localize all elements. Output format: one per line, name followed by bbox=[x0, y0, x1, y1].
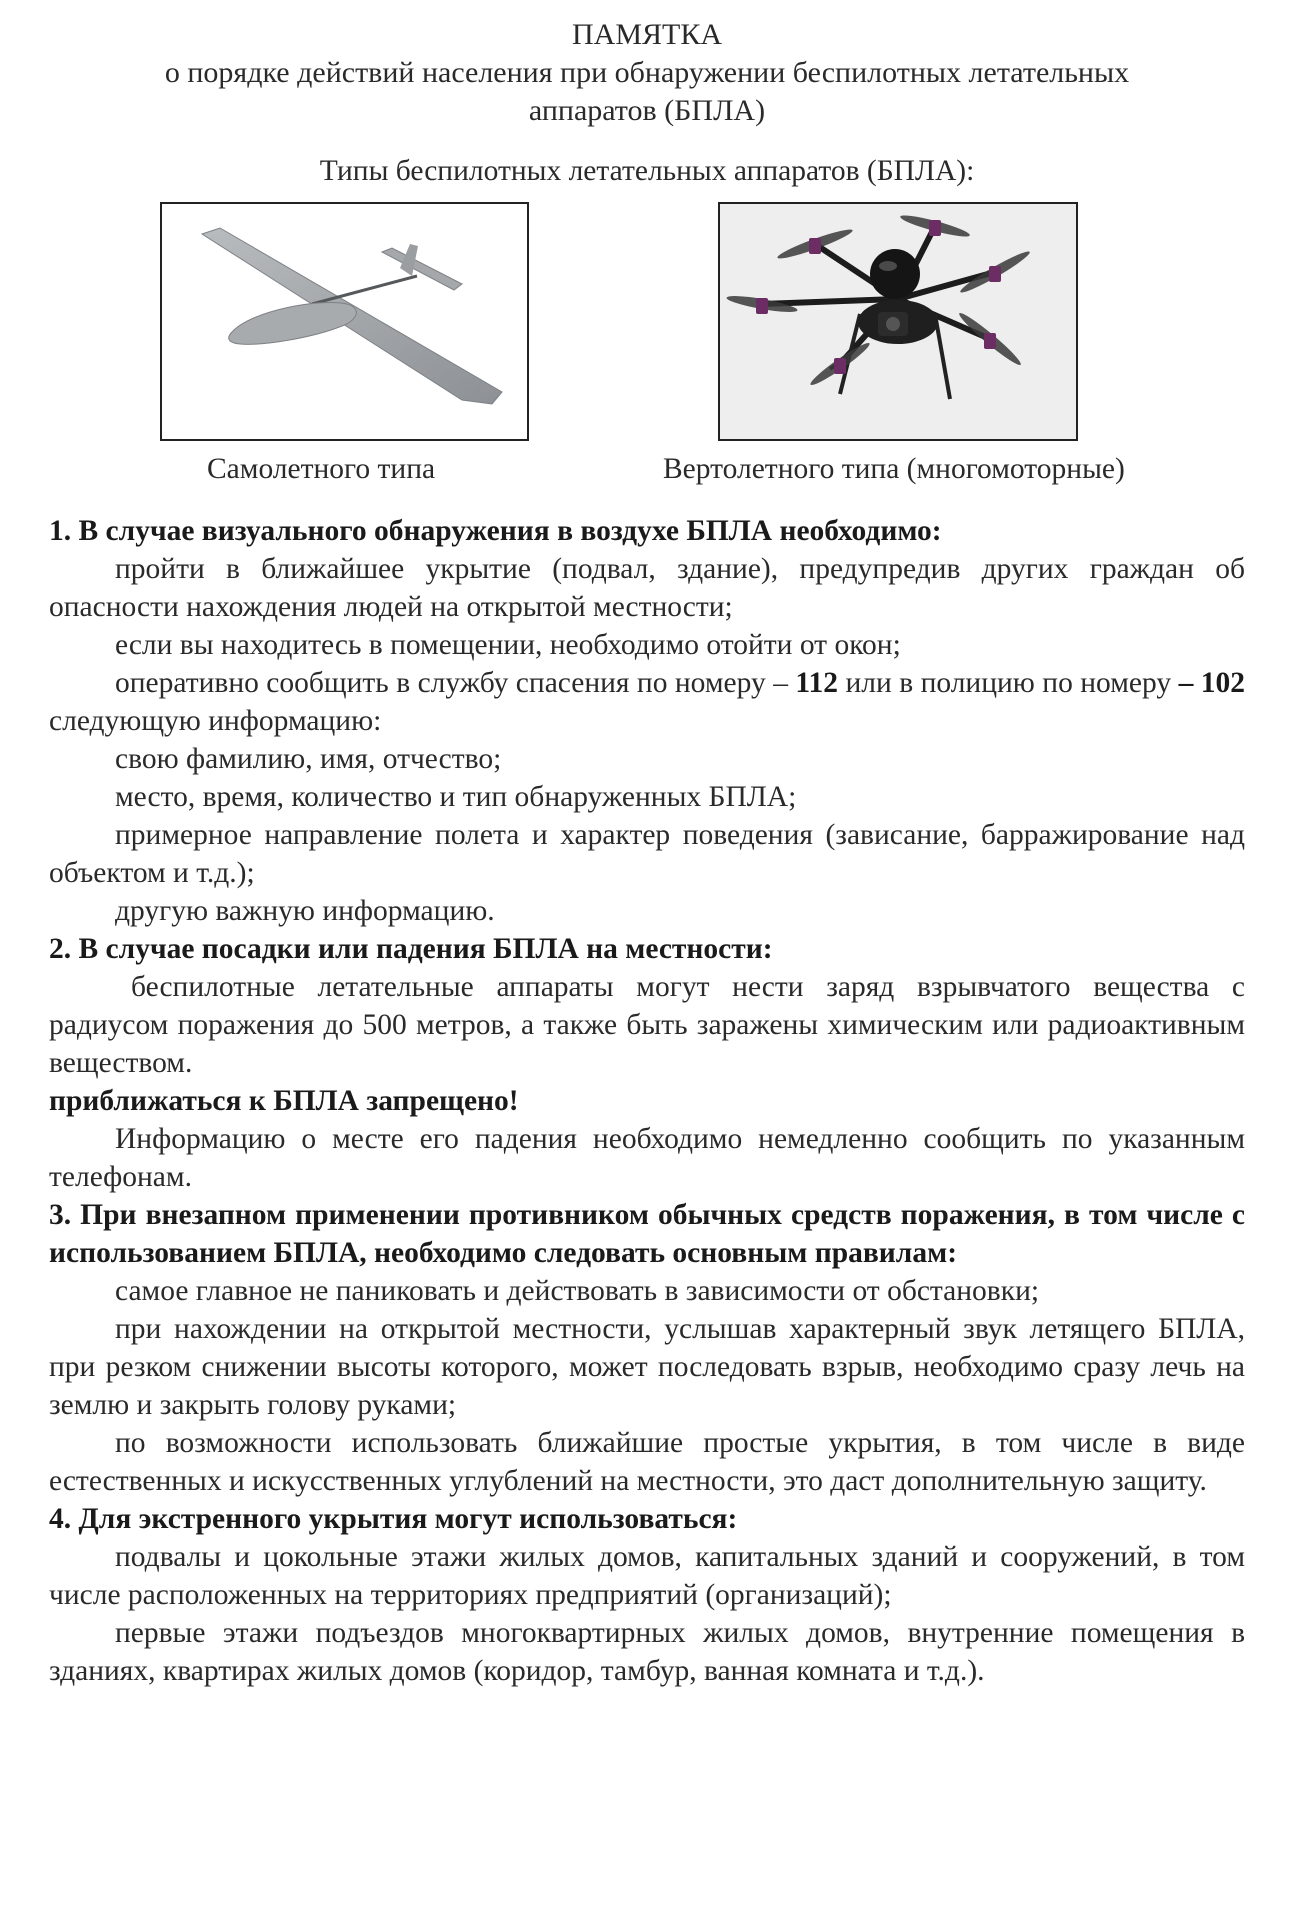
types-heading: Типы беспилотных летательных аппаратов (БПЛА): bbox=[319, 155, 975, 187]
section3-paragraph: по возможности использовать ближайшие простые укрытия, в том числе в виде естественных и искусственных углублений на местности, это даст дополнительную защиту. bbox=[49, 1427, 1245, 1497]
section1-paragraph-phone bbox=[49, 664, 1245, 740]
document-body bbox=[49, 512, 1245, 1690]
section4-paragraph: подвалы и цокольные этажи жилых домов, капитальных зданий и сооружений, в том числе расположенных на территориях предприятий (организаций); bbox=[49, 1541, 1245, 1611]
section2-paragraph: Информацию о месте его падения необходимо немедленно сообщить по указанным телефонам. bbox=[49, 1123, 1245, 1193]
section2-paragraph: беспилотные летательные аппараты могут нести заряд взрывчатого вещества с радиусом поражения до 500 метров, а также быть заражены химическим или радиоактивным веществом. bbox=[49, 971, 1245, 1079]
fixed-wing-drone-icon bbox=[162, 204, 527, 439]
image-captions bbox=[49, 450, 1245, 492]
document-subtitle-line1: о порядке действий населения при обнаружении беспилотных летательных bbox=[164, 56, 1130, 89]
section1-paragraph: пройти в ближайшее укрытие (подвал, здание), предупредив других граждан об опасности нахождения людей на открытой местности; bbox=[49, 553, 1245, 623]
section1-paragraph: место, время, количество и тип обнаруженных БПЛА; bbox=[115, 781, 797, 813]
section1-paragraph: если вы находитесь в помещении, необходимо отойти от окон; bbox=[115, 629, 901, 661]
section1-paragraph: примерное направление полета и характер поведения (зависание, барражирование над объектом и т.д.); bbox=[49, 819, 1245, 889]
section1-paragraph: другую важную информацию. bbox=[115, 895, 495, 927]
section1-paragraph: свою фамилию, имя, отчество; bbox=[115, 743, 502, 775]
rescue-phone-number: 112 bbox=[795, 667, 839, 699]
multirotor-drone-icon bbox=[720, 204, 1076, 439]
police-phone-number: – 102 bbox=[1178, 667, 1246, 699]
section3-paragraph: при нахождении на открытой местности, услышав характерный звук летящего БПЛА, при резком снижении высоты которого, может последовать взрыв, необходимо сразу лечь на землю и закрыть голову руками; bbox=[49, 1313, 1245, 1421]
fixed-wing-drone-image bbox=[160, 202, 529, 441]
phone-text: следующую информацию: bbox=[49, 705, 382, 737]
document-subtitle-line2: аппаратов (БПЛА) bbox=[528, 94, 766, 127]
multirotor-drone-image bbox=[718, 202, 1078, 441]
phone-text: оперативно сообщить в службу спасения по номеру – bbox=[115, 667, 796, 699]
section4-heading: 4. Для экстренного укрытия могут использоваться: bbox=[49, 1503, 738, 1535]
section2-heading: 2. В случае посадки или падения БПЛА на местности: bbox=[49, 933, 773, 965]
section3-heading: 3. При внезапном применении противником обычных средств поражения, в том числе с использованием БПЛА, необходимо следовать основным правилам: bbox=[49, 1199, 1245, 1269]
section4-paragraph: первые этажи подъездов многоквартирных жилых домов, внутренние помещения в зданиях, квартирах жилых домов (коридор, тамбур, ванная комната и т.д.). bbox=[49, 1617, 1245, 1687]
drone-images bbox=[49, 202, 1245, 452]
document-title: ПАМЯТКА bbox=[571, 18, 722, 51]
section3-paragraph: самое главное не паниковать и действовать в зависимости от обстановки; bbox=[115, 1275, 1040, 1307]
multirotor-caption: Вертолетного типа (многомоторные) bbox=[663, 453, 1125, 485]
section2-warning: приближаться к БПЛА запрещено! bbox=[49, 1085, 519, 1117]
section1-heading: 1. В случае визуального обнаружения в воздухе БПЛА необходимо: bbox=[49, 515, 942, 547]
fixed-wing-caption: Самолетного типа bbox=[207, 453, 436, 485]
phone-text: или в полицию по номеру bbox=[838, 667, 1179, 699]
